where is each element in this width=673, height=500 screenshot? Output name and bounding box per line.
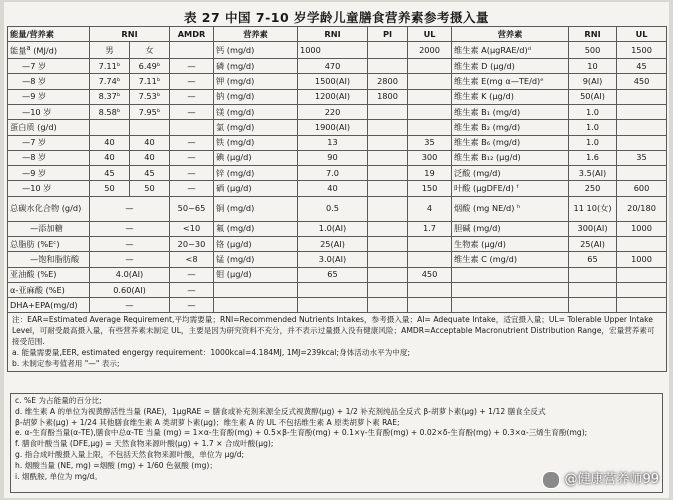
watermark-text: @健康营养师99 xyxy=(564,472,659,487)
table-row xyxy=(8,181,667,196)
table-cell: 硒 (μg/d) xyxy=(214,181,298,196)
footnote: i. 烟酰胺, 单位为 mg/d。 xyxy=(15,471,102,481)
header-row xyxy=(8,27,667,42)
table-cell: 1.6 xyxy=(569,150,617,165)
table-cell xyxy=(452,298,569,313)
table-cell xyxy=(617,237,667,252)
table-cell: 1.0(AI) xyxy=(298,221,368,236)
row-label: —8 岁 xyxy=(8,74,90,89)
table-cell: 铜 (mg/d) xyxy=(214,196,298,221)
table-cell xyxy=(130,120,170,135)
table-cell: 2800 xyxy=(368,74,408,89)
table-cell xyxy=(368,282,408,297)
table-cell: 40 xyxy=(90,150,130,165)
table-cell: 40 xyxy=(298,181,368,196)
table-cell xyxy=(617,89,667,104)
table-cell: 维生素 E(mg α—TE/d)ᵉ xyxy=(452,74,569,89)
table-cell: 40 xyxy=(90,135,130,150)
table-cell: 35 xyxy=(408,135,452,150)
table-cell: 1000 xyxy=(298,42,368,59)
table-cell: — xyxy=(90,298,170,313)
table-cell: 0.60(AI) xyxy=(90,282,170,297)
table-cell: 磷 (mg/d) xyxy=(214,59,298,74)
table-cell xyxy=(214,282,298,297)
note-line: b. 未制定参考值者用 "—" 表示; xyxy=(12,358,120,368)
table-cell: 氯 (mg/d) xyxy=(214,120,298,135)
table-cell: 锰 (mg/d) xyxy=(214,252,298,267)
header-cell: 营养素 xyxy=(214,27,298,42)
table-cell xyxy=(368,59,408,74)
table-cell xyxy=(569,282,617,297)
table-cell: 300(AI) xyxy=(569,221,617,236)
table-cell: 1000 xyxy=(617,221,667,236)
table-cell: 0.5 xyxy=(298,196,368,221)
table-row xyxy=(8,120,667,135)
table-cell: 7.95ᵇ xyxy=(130,104,170,119)
row-label: —9 岁 xyxy=(8,166,90,181)
table-cell xyxy=(408,59,452,74)
table-cell xyxy=(298,298,368,313)
table-cell: 维生素 B₁ (mg/d) xyxy=(452,104,569,119)
row-label: —7 岁 xyxy=(8,59,90,74)
table-cell: — xyxy=(170,104,214,119)
footnote: c. %E 为占能量的百分比; xyxy=(15,396,102,405)
table-cell: 1.0 xyxy=(569,104,617,119)
table-row xyxy=(8,252,667,267)
table-cell: 1.0 xyxy=(569,135,617,150)
table-cell xyxy=(170,120,214,135)
table-cell: 450 xyxy=(408,267,452,282)
table-row xyxy=(8,135,667,150)
table-cell: 25(AI) xyxy=(569,237,617,252)
table-cell: — xyxy=(90,196,170,221)
table-cell: 50 xyxy=(90,181,130,196)
table-cell: 90 xyxy=(298,150,368,165)
male-label: 男 xyxy=(90,42,130,59)
table-cell: 烟酸 (mg NE/d) ʰ xyxy=(452,196,569,221)
table-cell xyxy=(408,120,452,135)
table-row xyxy=(8,89,667,104)
table-cell: 3.0(AI) xyxy=(298,252,368,267)
table-cell: 600 xyxy=(617,181,667,196)
header-cell: RNI xyxy=(298,27,368,42)
table-cell: 1000 xyxy=(617,252,667,267)
table-cell xyxy=(368,267,408,282)
table-cell: <8 xyxy=(170,252,214,267)
table-cell: 20~30 xyxy=(170,237,214,252)
header-cell: UL xyxy=(408,27,452,42)
table-cell xyxy=(368,120,408,135)
table-cell: — xyxy=(170,282,214,297)
footnote: e. α-生育酚当量(α-TE),膳食中总α-TE 当量 (mg) = 1×α-生育酚(mg) + 0.5×β-生育酚(mg) + 0.1×γ-生育酚(mg) + 0.02×δ-生育酚(mg) + 0.3×α-三烯生育酚(mg); xyxy=(15,428,588,438)
table-cell: 1200(AI) xyxy=(298,89,368,104)
row-label: —9 岁 xyxy=(8,89,90,104)
table-cell: 泛酸 (mg/d) xyxy=(452,166,569,181)
table-cell xyxy=(368,42,408,59)
table-cell: 25(AI) xyxy=(298,237,368,252)
table-cell: 钠 (mg/d) xyxy=(214,89,298,104)
table-cell: 10 xyxy=(569,59,617,74)
footnote: d. 维生素 A 的单位为视黄醇活性当量 (RAE)，1μgRAE = 膳食或补充剂来源全反式视黄醇(μg) + 1/2 补充剂纯品全反式 β-胡萝卜素(μg) + 1/12 膳食全反式 xyxy=(15,406,546,416)
table-cell xyxy=(368,166,408,181)
table-cell: 铁 (mg/d) xyxy=(214,135,298,150)
table-cell: 50 xyxy=(130,181,170,196)
table-cell: 45 xyxy=(90,166,130,181)
table-cell: 220 xyxy=(298,104,368,119)
table-cell: 钾 (mg/d) xyxy=(214,74,298,89)
table-cell: — xyxy=(170,74,214,89)
header-cell: RNI xyxy=(569,27,617,42)
table-cell: 50~65 xyxy=(170,196,214,221)
table-cell xyxy=(368,237,408,252)
table-cell: 胆碱 (mg/d) xyxy=(452,221,569,236)
table-cell: 维生素 C (mg/d) xyxy=(452,252,569,267)
table-cell xyxy=(617,166,667,181)
table-cell: 45 xyxy=(617,59,667,74)
table-cell: 7.0 xyxy=(298,166,368,181)
table-cell: — xyxy=(170,298,214,313)
watermark xyxy=(542,468,659,489)
table-cell: 1.0 xyxy=(569,120,617,135)
table-cell: 铬 (μg/d) xyxy=(214,237,298,252)
table-cell: 3.5(AI) xyxy=(569,166,617,181)
table-cell: — xyxy=(90,221,170,236)
table-cell: 1800 xyxy=(368,89,408,104)
table-cell xyxy=(617,282,667,297)
table-cell xyxy=(368,104,408,119)
table-row xyxy=(8,104,667,119)
table-cell: 维生素 B₂ (mg/d) xyxy=(452,120,569,135)
table-cell: 氟 (mg/d) xyxy=(214,221,298,236)
table-cell xyxy=(617,135,667,150)
footnote: g. 指合成叶酸摄入量上限，不包括天然食物来源叶酸，单位为 μg/d; xyxy=(15,449,245,459)
table-cell: 20/180 xyxy=(617,196,667,221)
table-cell: 65 xyxy=(569,252,617,267)
table-row xyxy=(8,150,667,165)
table-cell: 1500(AI) xyxy=(298,74,368,89)
table-row xyxy=(8,74,667,89)
table-cell: 45 xyxy=(130,166,170,181)
table-cell xyxy=(452,267,569,282)
watermark-logo-icon xyxy=(542,471,560,489)
table-cell: 锌 (mg/d) xyxy=(214,166,298,181)
table-cell: 7.11ᵇ xyxy=(90,59,130,74)
table-cell: 50(AI) xyxy=(569,89,617,104)
table-cell: 500 xyxy=(569,42,617,59)
footnote: h. 烟酸当量 (NE, mg) =烟酸 (mg) + 1/60 色氨酸 (mg)； xyxy=(15,460,217,470)
table-cell: 4.0(AI) xyxy=(90,267,170,282)
table-row xyxy=(8,59,667,74)
row-label: —10 岁 xyxy=(8,104,90,119)
table-cell: — xyxy=(170,166,214,181)
row-label: —7 岁 xyxy=(8,135,90,150)
row-label: 蛋白质 (g/d) xyxy=(8,120,90,135)
table-cell xyxy=(368,196,408,221)
table-cell: 6.49ᵇ xyxy=(130,59,170,74)
table-cell: 7.11ᵇ xyxy=(130,74,170,89)
table-cell: 7.74ᵇ xyxy=(90,74,130,89)
table-cell xyxy=(569,267,617,282)
table-cell: 470 xyxy=(298,59,368,74)
table-cell: — xyxy=(170,59,214,74)
row-label: DHA+EPA(mg/d) xyxy=(8,298,90,313)
table-cell: 叶酸 (μgDFE/d) ᶠ xyxy=(452,181,569,196)
table-cell: — xyxy=(170,135,214,150)
row-label: —添加糖 xyxy=(8,221,90,236)
table-row xyxy=(8,221,667,236)
table-cell: 碘 (μg/d) xyxy=(214,150,298,165)
table-cell: — xyxy=(90,237,170,252)
table-cell: 19 xyxy=(408,166,452,181)
table-cell xyxy=(368,221,408,236)
table-cell xyxy=(408,89,452,104)
footnote: f. 膳食叶酸当量 (DFE,μg) = 天然食物来源叶酸(μg) + 1.7 × 合成叶酸(μg); xyxy=(15,439,274,449)
row-label: 亚油酸 (%E) xyxy=(8,267,90,282)
table-cell xyxy=(617,120,667,135)
table-row xyxy=(8,166,667,181)
table-cell xyxy=(408,282,452,297)
table-cell xyxy=(90,120,130,135)
table-cell: 65 xyxy=(298,267,368,282)
table-cell: 4 xyxy=(408,196,452,221)
table-cell xyxy=(368,298,408,313)
table-cell xyxy=(408,237,452,252)
table-cell: — xyxy=(170,89,214,104)
table-cell: 250 xyxy=(569,181,617,196)
table-cell xyxy=(298,282,368,297)
table-cell xyxy=(569,298,617,313)
table-cell: — xyxy=(170,181,214,196)
notes-row xyxy=(8,313,667,372)
table-cell xyxy=(408,252,452,267)
table-cell xyxy=(617,267,667,282)
table-row xyxy=(8,196,667,221)
table-cell: 钙 (mg/d) xyxy=(214,42,298,59)
table-cell: 35 xyxy=(617,150,667,165)
table-cell: 40 xyxy=(130,135,170,150)
table-cell: <10 xyxy=(170,221,214,236)
table-cell: 1.7 xyxy=(408,221,452,236)
table-cell: 维生素 B₆ (mg/d) xyxy=(452,135,569,150)
table-cell xyxy=(214,298,298,313)
row-label: α-亚麻酸 (%E) xyxy=(8,282,90,297)
table-cell: 2000 xyxy=(408,42,452,59)
table-cell xyxy=(617,298,667,313)
table-row xyxy=(8,267,667,282)
table-cell xyxy=(452,282,569,297)
table-cell: — xyxy=(170,150,214,165)
table-cell: 8.58ᵇ xyxy=(90,104,130,119)
row-label: —8 岁 xyxy=(8,150,90,165)
footnote: β-胡萝卜素(μg) + 1/24 其他膳食维生素 A 类胡萝卜素(μg)；维生素 A 的 UL 不包括维生素 A 原类胡萝卜素 RAE; xyxy=(15,417,400,427)
table-cell xyxy=(408,74,452,89)
table-cell xyxy=(368,150,408,165)
note-line: a. 能量需要量,EER, estimated engergy requirement：1000kcal=4.184MJ, 1MJ=239kcal;身体活动水平为中度; xyxy=(12,347,411,357)
table-cell xyxy=(617,104,667,119)
table-cell: 生物素 (μg/d) xyxy=(452,237,569,252)
subheader-row xyxy=(8,42,667,59)
header-cell: 营养素 xyxy=(452,27,569,42)
table-cell: 8.37ᵇ xyxy=(90,89,130,104)
table-cell: 维生素 B₁₂ (μg/d) xyxy=(452,150,569,165)
header-cell: AMDR xyxy=(170,27,214,42)
table-cell xyxy=(368,135,408,150)
table-cell: 1900(AI) xyxy=(298,120,368,135)
table-cell: 镁 (mg/d) xyxy=(214,104,298,119)
table-cell: 13 xyxy=(298,135,368,150)
row-label: 总碳水化合物 (g/d) xyxy=(8,196,90,221)
header-cell: UL xyxy=(617,27,667,42)
table-cell: 维生素 A(μgRAE/d)ᵈ xyxy=(452,42,569,59)
table-cell xyxy=(408,298,452,313)
table-cell: 维生素 D (μg/d) xyxy=(452,59,569,74)
table-cell xyxy=(368,181,408,196)
table-cell: 150 xyxy=(408,181,452,196)
table-row xyxy=(8,282,667,297)
table-cell: — xyxy=(90,252,170,267)
table-cell: 7.53ᵇ xyxy=(130,89,170,104)
table-cell: 300 xyxy=(408,150,452,165)
table-title: 表 27 中国 7-10 岁学龄儿童膳食营养素参考摄入量 xyxy=(183,10,490,25)
table-cell: 40 xyxy=(130,150,170,165)
table-cell: 维生素 K (μg/d) xyxy=(452,89,569,104)
row-label: —10 岁 xyxy=(8,181,90,196)
table-cell: 钼 (μg/d) xyxy=(214,267,298,282)
table-row xyxy=(8,298,667,313)
female-label: 女 xyxy=(130,42,170,59)
table-cell: 1500 xyxy=(617,42,667,59)
header-cell: 能量/营养素 xyxy=(8,27,90,42)
table-cell: 11 10(女) xyxy=(569,196,617,221)
row-label: —饱和脂肪酸 xyxy=(8,252,90,267)
table-row xyxy=(8,237,667,252)
row-label: 总脂肪 (%Eᶜ) xyxy=(8,237,90,252)
nutrient-table xyxy=(7,26,667,372)
document-page xyxy=(4,2,669,498)
header-cell: PI xyxy=(368,27,408,42)
table-cell xyxy=(408,104,452,119)
energy-label: 能量$^a$ (MJ/d) xyxy=(8,42,90,59)
note-line: 注：EAR=Estimated Average Requirement,平均需要量；RNI=Recommended Nutrients Intakes，参考摄入量；AI= Adequate Intake，适宜摄入量；UL= Tolerable Upper Intake Level，可耐受最高摄入量，有些营养素未制定 UL，主要是因为研究资料不充分，并不表示过量摄入没有健康风险；AMDR=Acceptable Macronutrient Distribution Range，宏量营养素可接受范围. xyxy=(12,315,655,347)
table-cell xyxy=(170,42,214,59)
table-cell: 9(AI) xyxy=(569,74,617,89)
table-cell xyxy=(368,252,408,267)
table-cell: 450 xyxy=(617,74,667,89)
table-cell: — xyxy=(170,267,214,282)
notes-cell xyxy=(8,313,667,372)
header-cell: RNI xyxy=(90,27,170,42)
